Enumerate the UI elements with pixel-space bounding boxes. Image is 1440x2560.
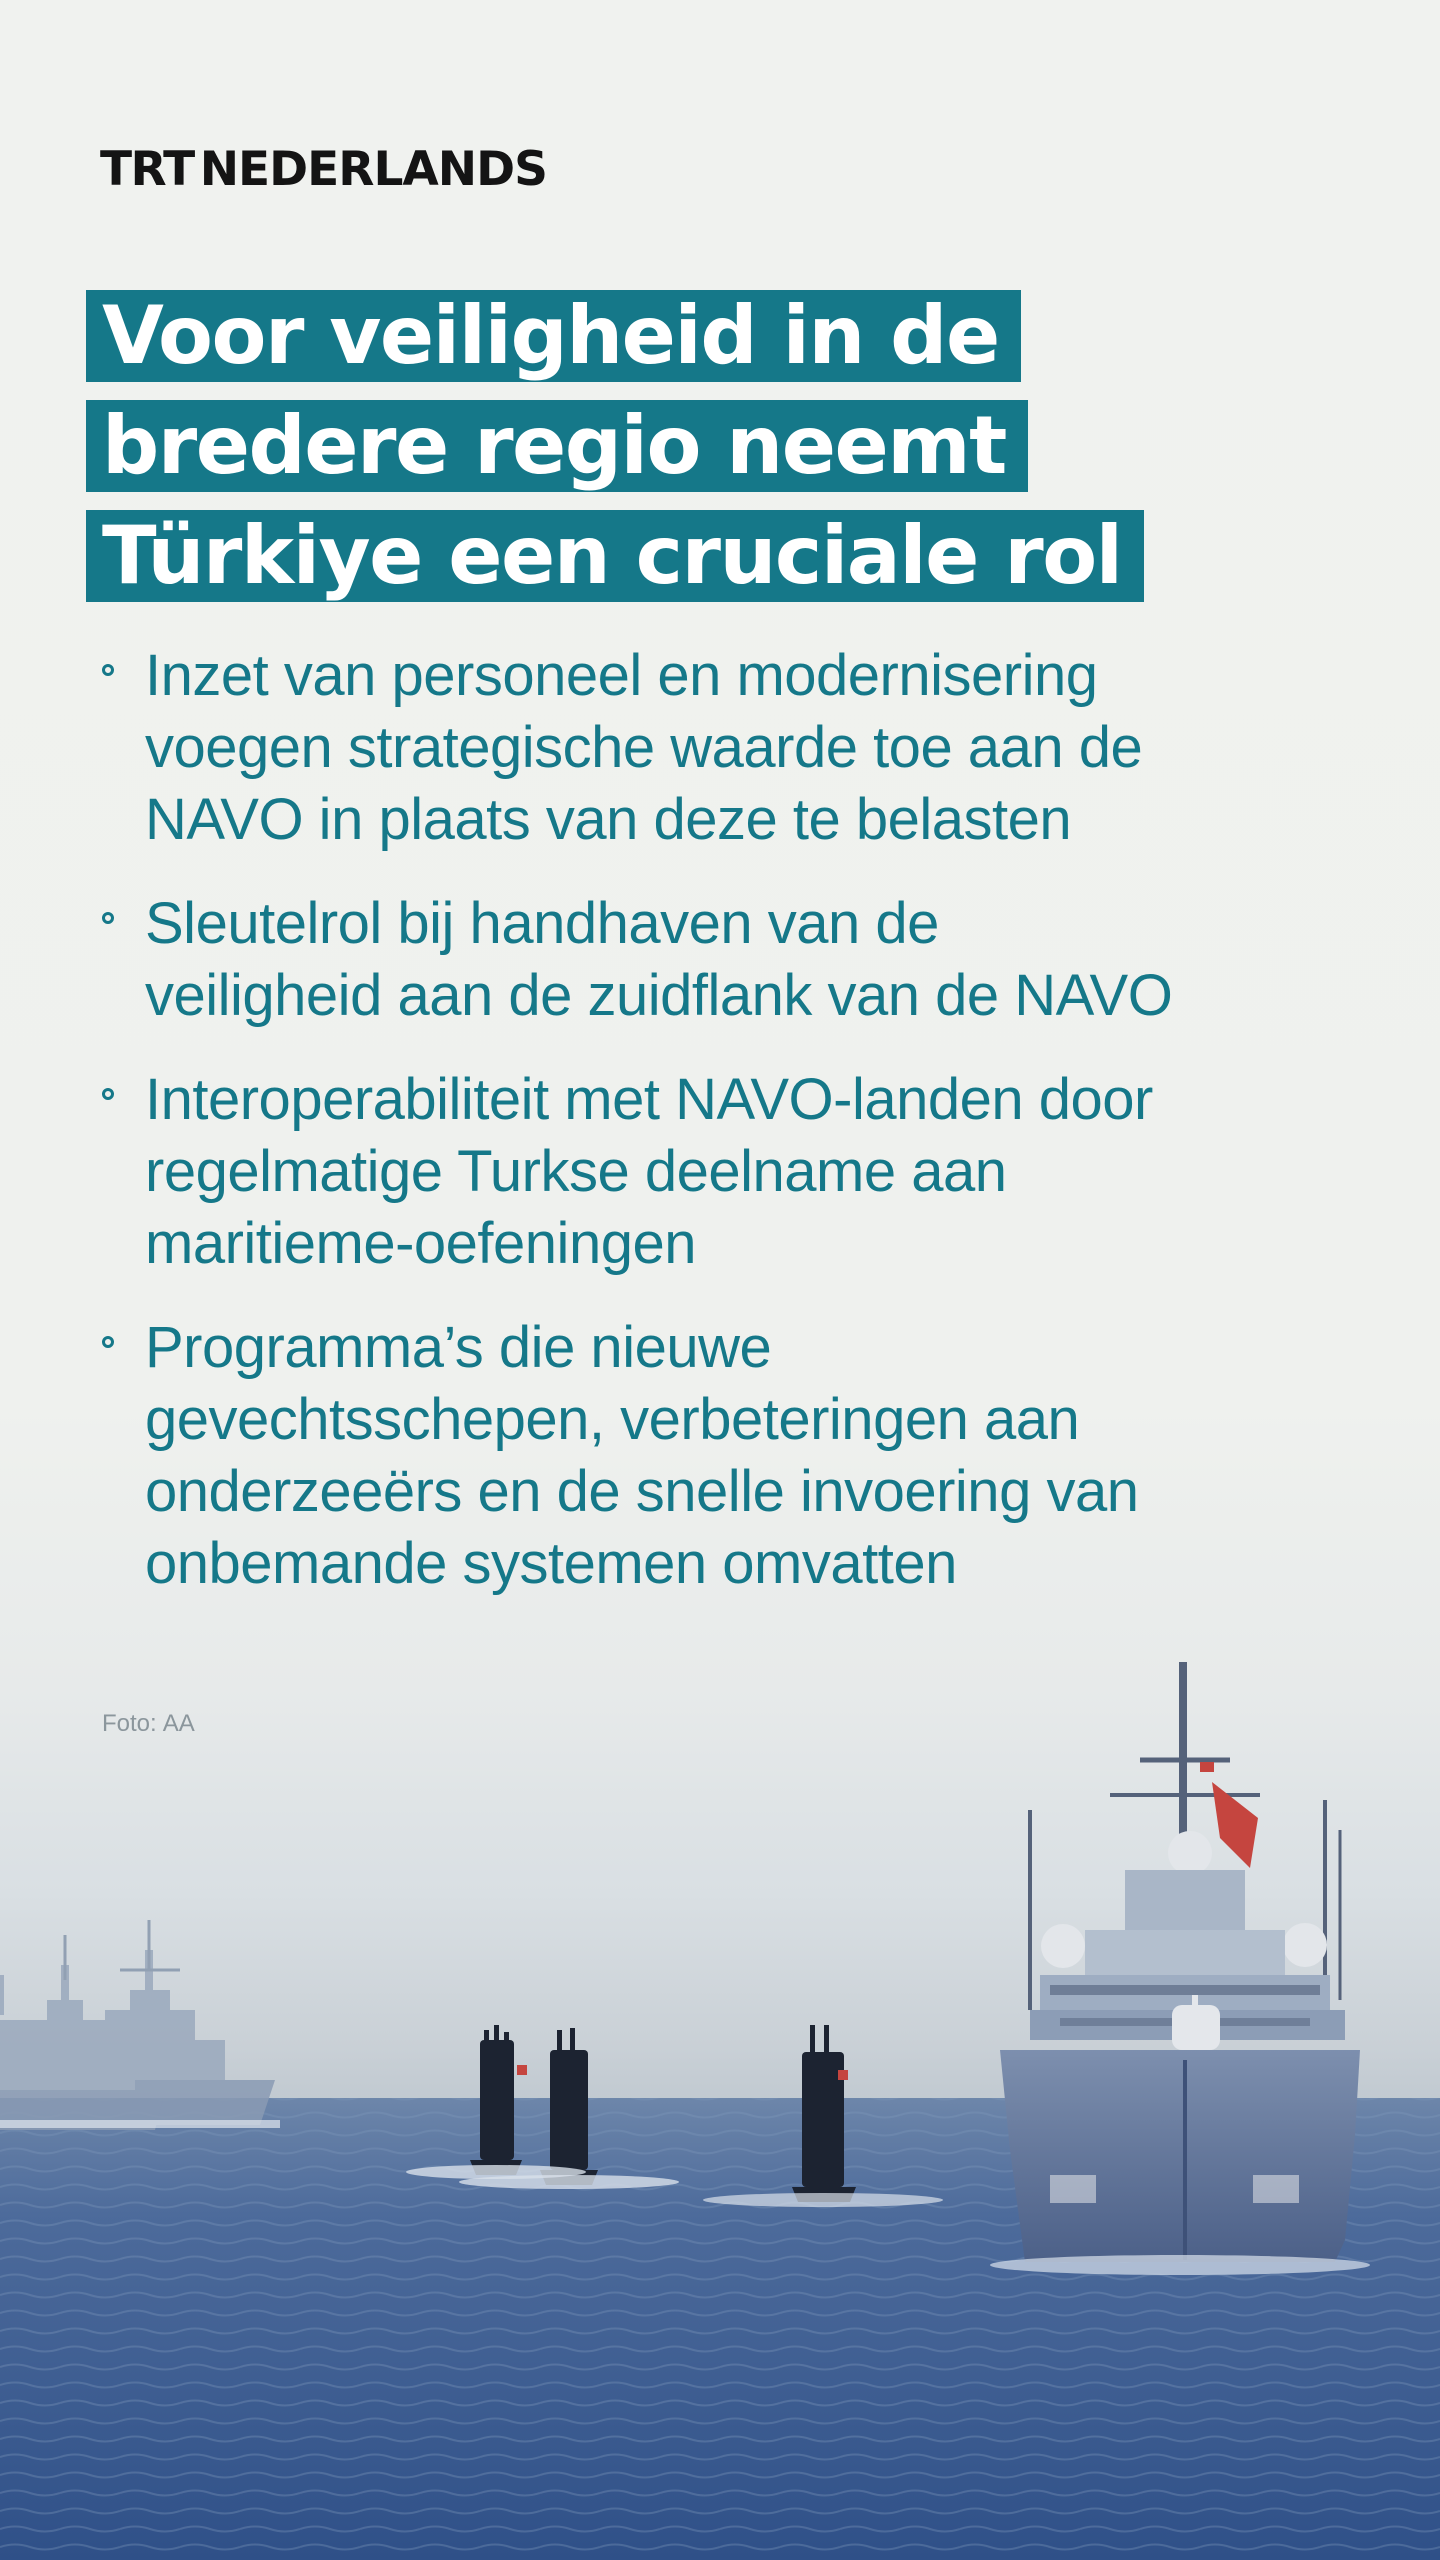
bullet-text-line: Sleutelrol bij handhaven van de <box>145 891 939 956</box>
bullet-text-line: gevechtsschepen, verbeteringen aan <box>145 1387 1080 1452</box>
bullet-text-line: Programma’s die nieuwe <box>145 1315 772 1380</box>
bullet-item <box>96 640 1356 856</box>
headline <box>86 290 1286 620</box>
bullet-text-line: veiligheid aan de zuidflank van de NAVO <box>145 963 1173 1028</box>
bullet-text-line: Inzet van personeel en modernisering <box>145 643 1098 708</box>
bullet-list <box>96 640 1356 1632</box>
bullet-circle-icon <box>102 1336 114 1348</box>
brand-logo-primary: TRT <box>100 142 194 197</box>
bullet-item <box>96 888 1356 1032</box>
bullet-text-line: onderzeeërs en de snelle invoering van <box>145 1459 1139 1524</box>
brand-logo-secondary: NEDERLANDS <box>199 142 547 197</box>
brand-logo <box>100 142 547 197</box>
photo-credit-source: AA <box>162 1710 195 1737</box>
headline-line: bredere regio neemt <box>86 400 1028 492</box>
bullet-circle-icon <box>102 664 114 676</box>
bullet-circle-icon <box>102 912 114 924</box>
bullet-item <box>96 1312 1356 1600</box>
bullet-item <box>96 1064 1356 1280</box>
headline-line: Türkiye een cruciale rol <box>86 510 1144 602</box>
bullet-text-line: regelmatige Turkse deelname aan <box>145 1139 1007 1204</box>
bullet-text-line: onbemande systemen omvatten <box>145 1531 957 1596</box>
bullet-text-line: NAVO in plaats van deze te belasten <box>145 787 1072 852</box>
photo-credit <box>102 1710 195 1738</box>
bullet-text-line: maritieme-oefeningen <box>145 1211 696 1276</box>
bullet-text-line: Interoperabiliteit met NAVO-landen door <box>145 1067 1153 1132</box>
bullet-circle-icon <box>102 1088 114 1100</box>
headline-line: Voor veiligheid in de <box>86 290 1021 382</box>
photo-credit-label: Foto: <box>102 1710 157 1737</box>
bullet-text-line: voegen strategische waarde toe aan de <box>145 715 1143 780</box>
